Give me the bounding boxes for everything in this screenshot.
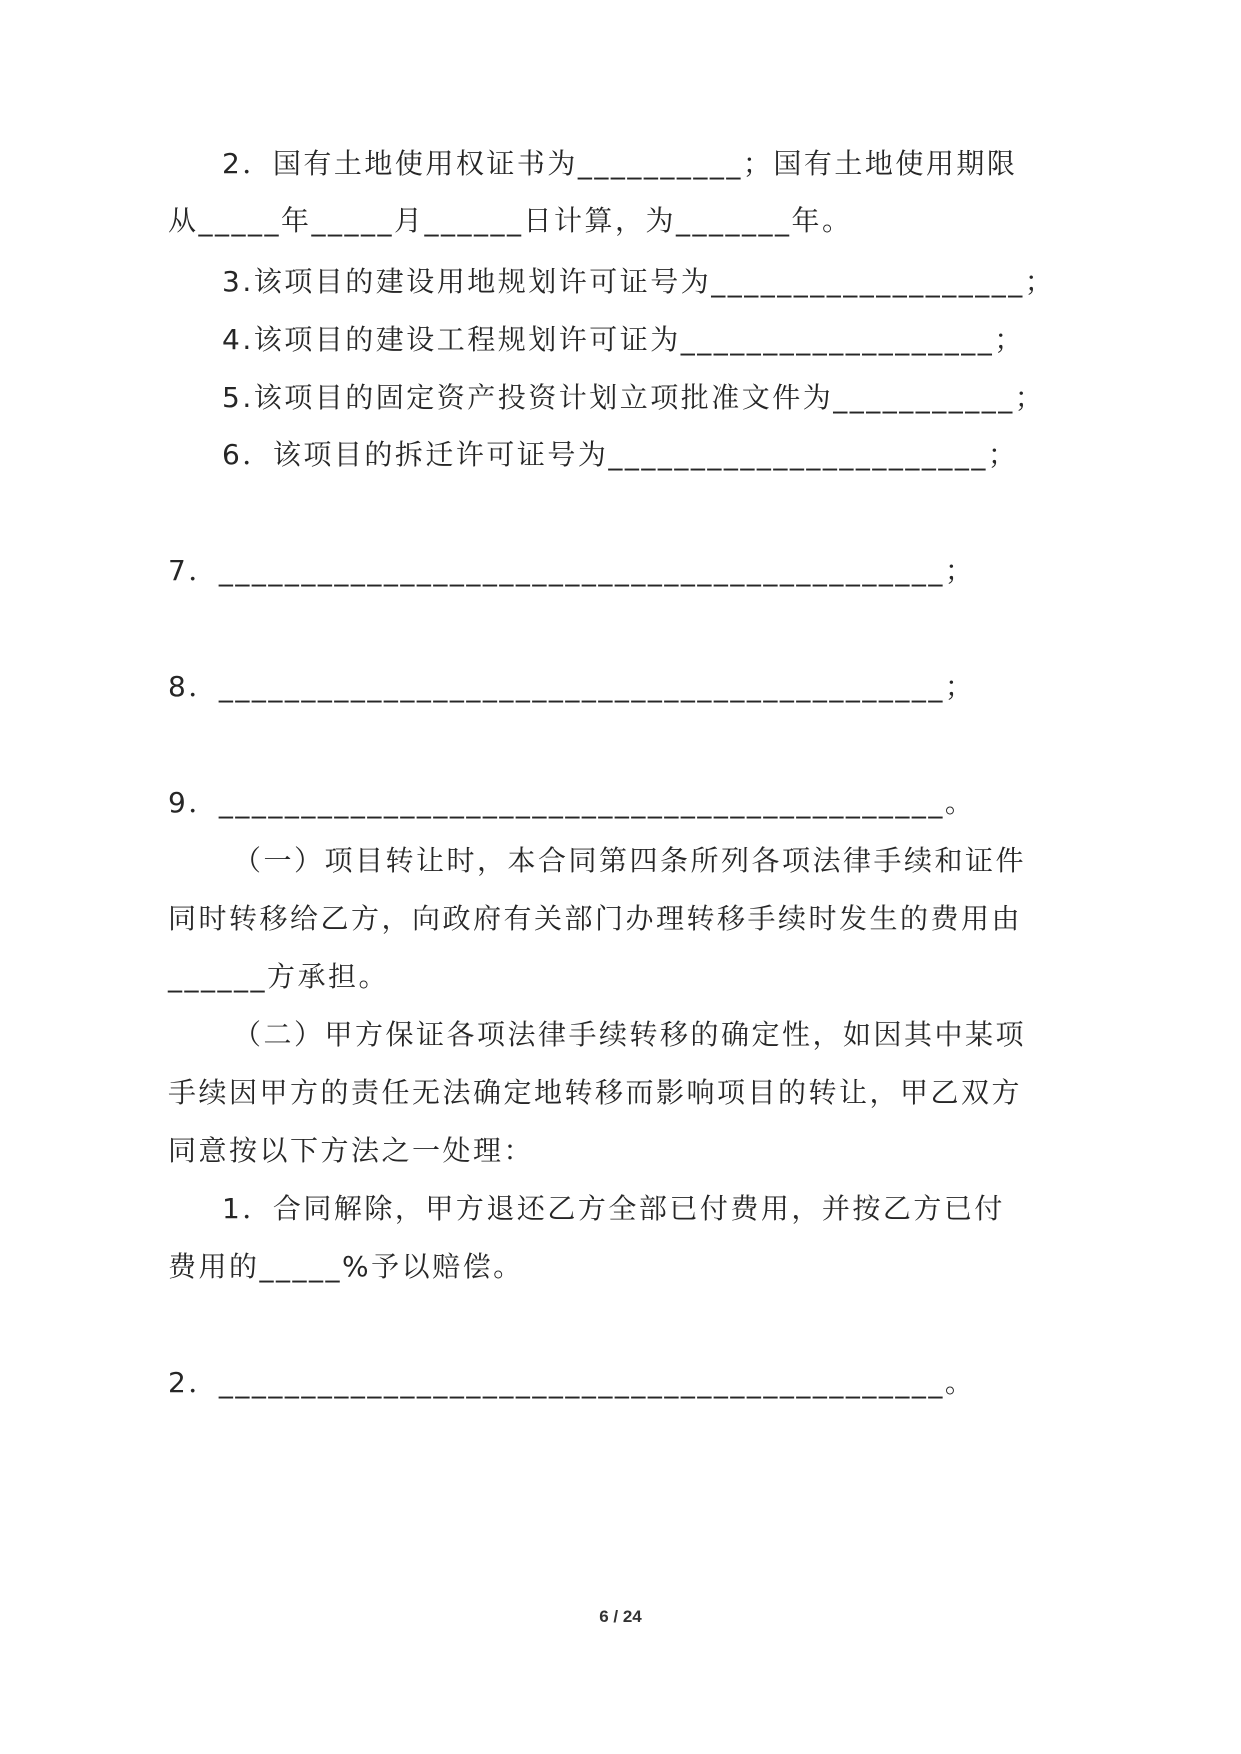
clause-6-demolition-permit: 6．该项目的拆迁许可证号为_______________________； xyxy=(222,438,1019,471)
clause-2-land-certificate: 2．国有土地使用权证书为__________；国有土地使用期限 xyxy=(222,147,1018,180)
clause-2-land-term: 从_____年_____月______日计算，为_______年。 xyxy=(168,204,853,237)
section-2-paragraph-line-1: （二）甲方保证各项法律手续转移的确定性，如因其中某项 xyxy=(233,1018,1027,1051)
page-number: 6 / 24 xyxy=(599,1607,642,1626)
option-1-line-2: 费用的_____%予以赔偿。 xyxy=(168,1250,524,1283)
clause-9-blank: 9．____________________________________________。 xyxy=(168,786,976,819)
clause-8-blank: 8．____________________________________________； xyxy=(168,670,976,703)
clause-5-investment-approval: 5.该项目的固定资产投资计划立项批准文件为___________； xyxy=(222,381,1046,414)
section-1-paragraph-line-2: 同时转移给乙方，向政府有关部门办理转移手续时发生的费用由 xyxy=(168,902,1023,935)
option-1-line-1: 1．合同解除，甲方退还乙方全部已付费用，并按乙方已付 xyxy=(222,1192,1005,1225)
clause-7-blank: 7．____________________________________________； xyxy=(168,554,976,587)
option-2-blank: 2．____________________________________________。 xyxy=(168,1366,976,1399)
section-1-paragraph-line-3: ______方承担。 xyxy=(168,960,390,993)
section-2-paragraph-line-3: 同意按以下方法之一处理： xyxy=(168,1134,535,1167)
section-2-paragraph-line-2: 手续因甲方的责任无法确定地转移而影响项目的转让，甲乙双方 xyxy=(168,1076,1023,1109)
section-1-paragraph-line-1: （一）项目转让时，本合同第四条所列各项法律手续和证件 xyxy=(233,844,1027,877)
clause-3-land-planning-permit: 3.该项目的建设用地规划许可证号为___________________； xyxy=(222,265,1056,298)
clause-4-construction-planning-permit: 4.该项目的建设工程规划许可证为___________________； xyxy=(222,323,1025,356)
